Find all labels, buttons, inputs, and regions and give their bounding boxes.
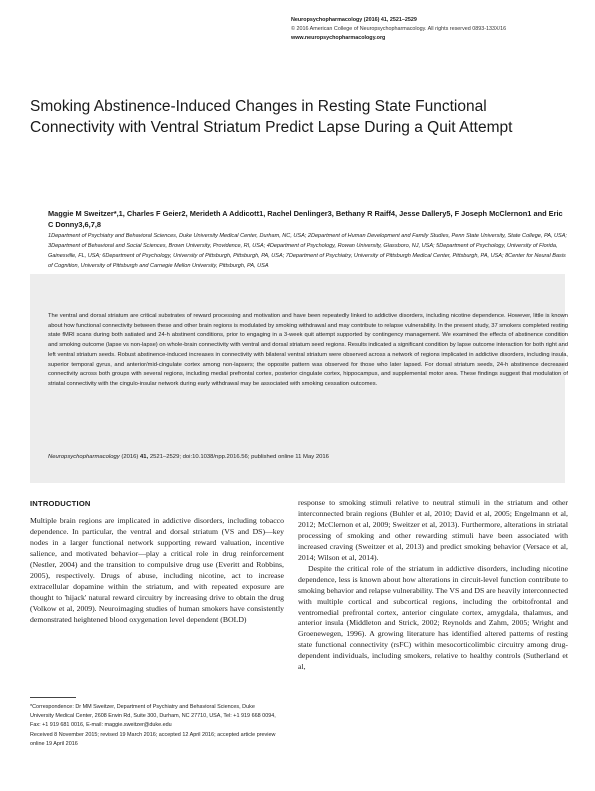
author-list: Maggie M Sweitzer*,1, Charles F Geier2, Merideth A Addicott1, Rachel Denlinger3, Bethany R Raiff4, Jesse Dallery5, F Joseph McClernon1 and Eric C Donny3,6,7,8: [48, 209, 563, 229]
received-dates: Received 8 November 2015; revised 19 March 2016; accepted 12 April 2016; accepted article preview online 19 April 2016: [30, 731, 276, 747]
citation-volume: 41,: [140, 454, 149, 460]
body-column-right: [298, 498, 568, 673]
intro-paragraph-continued: response to smoking stimuli relative to neutral stimuli in the striatum and other interconnected brain regions (Buhler et al, 2010; David et al, 2005; Engelmann et al, 2012; McClernon et al, 2009; Sweitzer et al, 2013). Furthermore, alterations in striatal processing of smoking and other rewarding stimuli have been associated with increased craving (Sweitzer et al, 2013) and predict smoking behavior (Versace et al, 2014; Wilson et al, 2014).: [298, 498, 568, 562]
journal-header: [291, 16, 581, 43]
correspondence-footnote: [30, 703, 280, 749]
citation-year: (2016): [121, 454, 139, 460]
footnote-divider: [30, 697, 76, 698]
section-heading-introduction: INTRODUCTION: [30, 499, 91, 508]
abstract-text: The ventral and dorsal striatum are critical substrates of reward processing and motivation and have been repeatedly linked to addictive disorders, including nicotine dependence. However, little is known about how functional connectivity between these and other brain regions is modulated by smoking withdrawal and may contribute to relapse vulnerability. In the present study, 37 smokers completed resting state fMRI scans during both satiated and 24-h abstinent conditions, prior to engaging in a 3-week quit attempt supported by contingency management. We examined the effects of abstinence condition and smoking outcome (lapse vs non-lapse) on whole-brain connectivity with ventral and dorsal striatum seed regions. Results indicated a significant condition by lapse outcome interaction for both right and left ventral striatum seeds. Robust abstinence-induced increases in connectivity with bilateral ventral striatum were observed across a network of regions implicated in addictive disorders, including insula, superior temporal gyrus, and anterior/mid-cingulate cortex among non-lapsers; the opposite pattern was observed for those who later lapsed. For dorsal striatum seeds, 24-h abstinence decreased connectivity across both groups with several regions, including medial prefrontal cortex, posterior cingulate cortex, hippocampus, and supplemental motor area. These findings suggest that modulation of striatal connectivity with the cingulo-insular network during early withdrawal may be associated with smoking cessation outcomes.: [48, 313, 568, 387]
correspondence-text: *Correspondence: Dr MM Sweitzer, Department of Psychiatry and Behavioral Sciences, Duke University Medical Center, 2608 Erwin Rd, Suite 300, Durham, NC 27710, USA, Tel: +1 919 668 0094, Fax: +1 919 681 0016, E-mail: maggie.sweitzer@duke.edu: [30, 704, 276, 729]
journal-url-link[interactable]: www.neuropsychopharmacology.org: [291, 35, 386, 41]
copyright-line: © 2016 American College of Neuropsychopharmacology. All rights reserved 0893-133X/16: [291, 26, 507, 32]
citation-journal: Neuropsychopharmacology: [48, 454, 120, 460]
author-affiliations: 1Department of Psychiatry and Behavioral Sciences, Duke University Medical Center, Durham, NC, USA; 2Department of Human Development and Family Studies, Penn State University, State College, PA, USA; 3Department of Behavioral and Social Sciences, Brown University, Providence, RI, USA; 4Department of Psychology, Rowan University, Glassboro, NJ, USA; 5Department of Psychology, University of Florida, Gainesville, FL, USA; 6Department of Psychology, University of Pittsburgh, Pittsburgh, PA, USA; 7Department of Psychiatry, University of Pittsburgh Medical Center, Pittsburgh, PA, USA; 8Center for Neural Basis of Cognition, University of Pittsburgh and Carnegie Mellon University, Pittsburgh, PA, USA: [48, 233, 567, 269]
journal-citation-line: Neuropsychopharmacology (2016) 41, 2521–2529: [291, 17, 417, 23]
citation-pages-doi: 2521–2529; doi:10.1038/npp.2016.56; published online 11 May 2016: [149, 454, 329, 460]
intro-paragraph-2: Despite the critical role of the striatum in addictive disorders, including nicotine dependence, less is known about how alterations in circuit-level function contribute to smoking behavior and relapse vulnerability. The VS and DS are heavily interconnected with multiple cortical and subcortical regions, including the orbitofrontal and ventromedial prefrontal cortex, anterior cingulate cortex, amygdala, thalamus, and anterior insula (Middleton and Strick, 2002; Reynolds and Zahm, 2005; Wright and Groenewegen, 1996). A growing literature has identified altered patterns of resting state functional connectivity (rsFC) within mesocorticolimbic circuitry among drug-dependent individuals, including smokers, relative to healthy controls (Sutherland et al,: [298, 563, 568, 672]
body-column-left: [30, 498, 284, 626]
intro-paragraph-1: Multiple brain regions are implicated in addictive disorders, including tobacco dependence. In particular, the ventral and dorsal striatum (VS and DS)—key nodes in a larger functional network supporting reward valuation, incentive salience, and motivated behavior—play a critical role in drug reinforcement (Nestler, 2004) and the transition to compulsive drug use (Everitt and Robbins, 2005), respectively. Drugs of abuse, including nicotine, act to increase extracellular dopamine within the striatum, and with repeated exposure are thought to 'hijack' natural reward circuitry by increasing drive to obtain the drug (Volkow et al, 2009). Neuroimaging studies of human smokers have consistently demonstrated heightened blood oxygenation level dependent (BOLD): [30, 516, 284, 624]
abstract-citation: [48, 453, 568, 463]
article-title: Smoking Abstinence-Induced Changes in Resting State Functional Connectivity with Ventral Striatum Predict Lapse During a Quit Attempt: [30, 98, 513, 136]
